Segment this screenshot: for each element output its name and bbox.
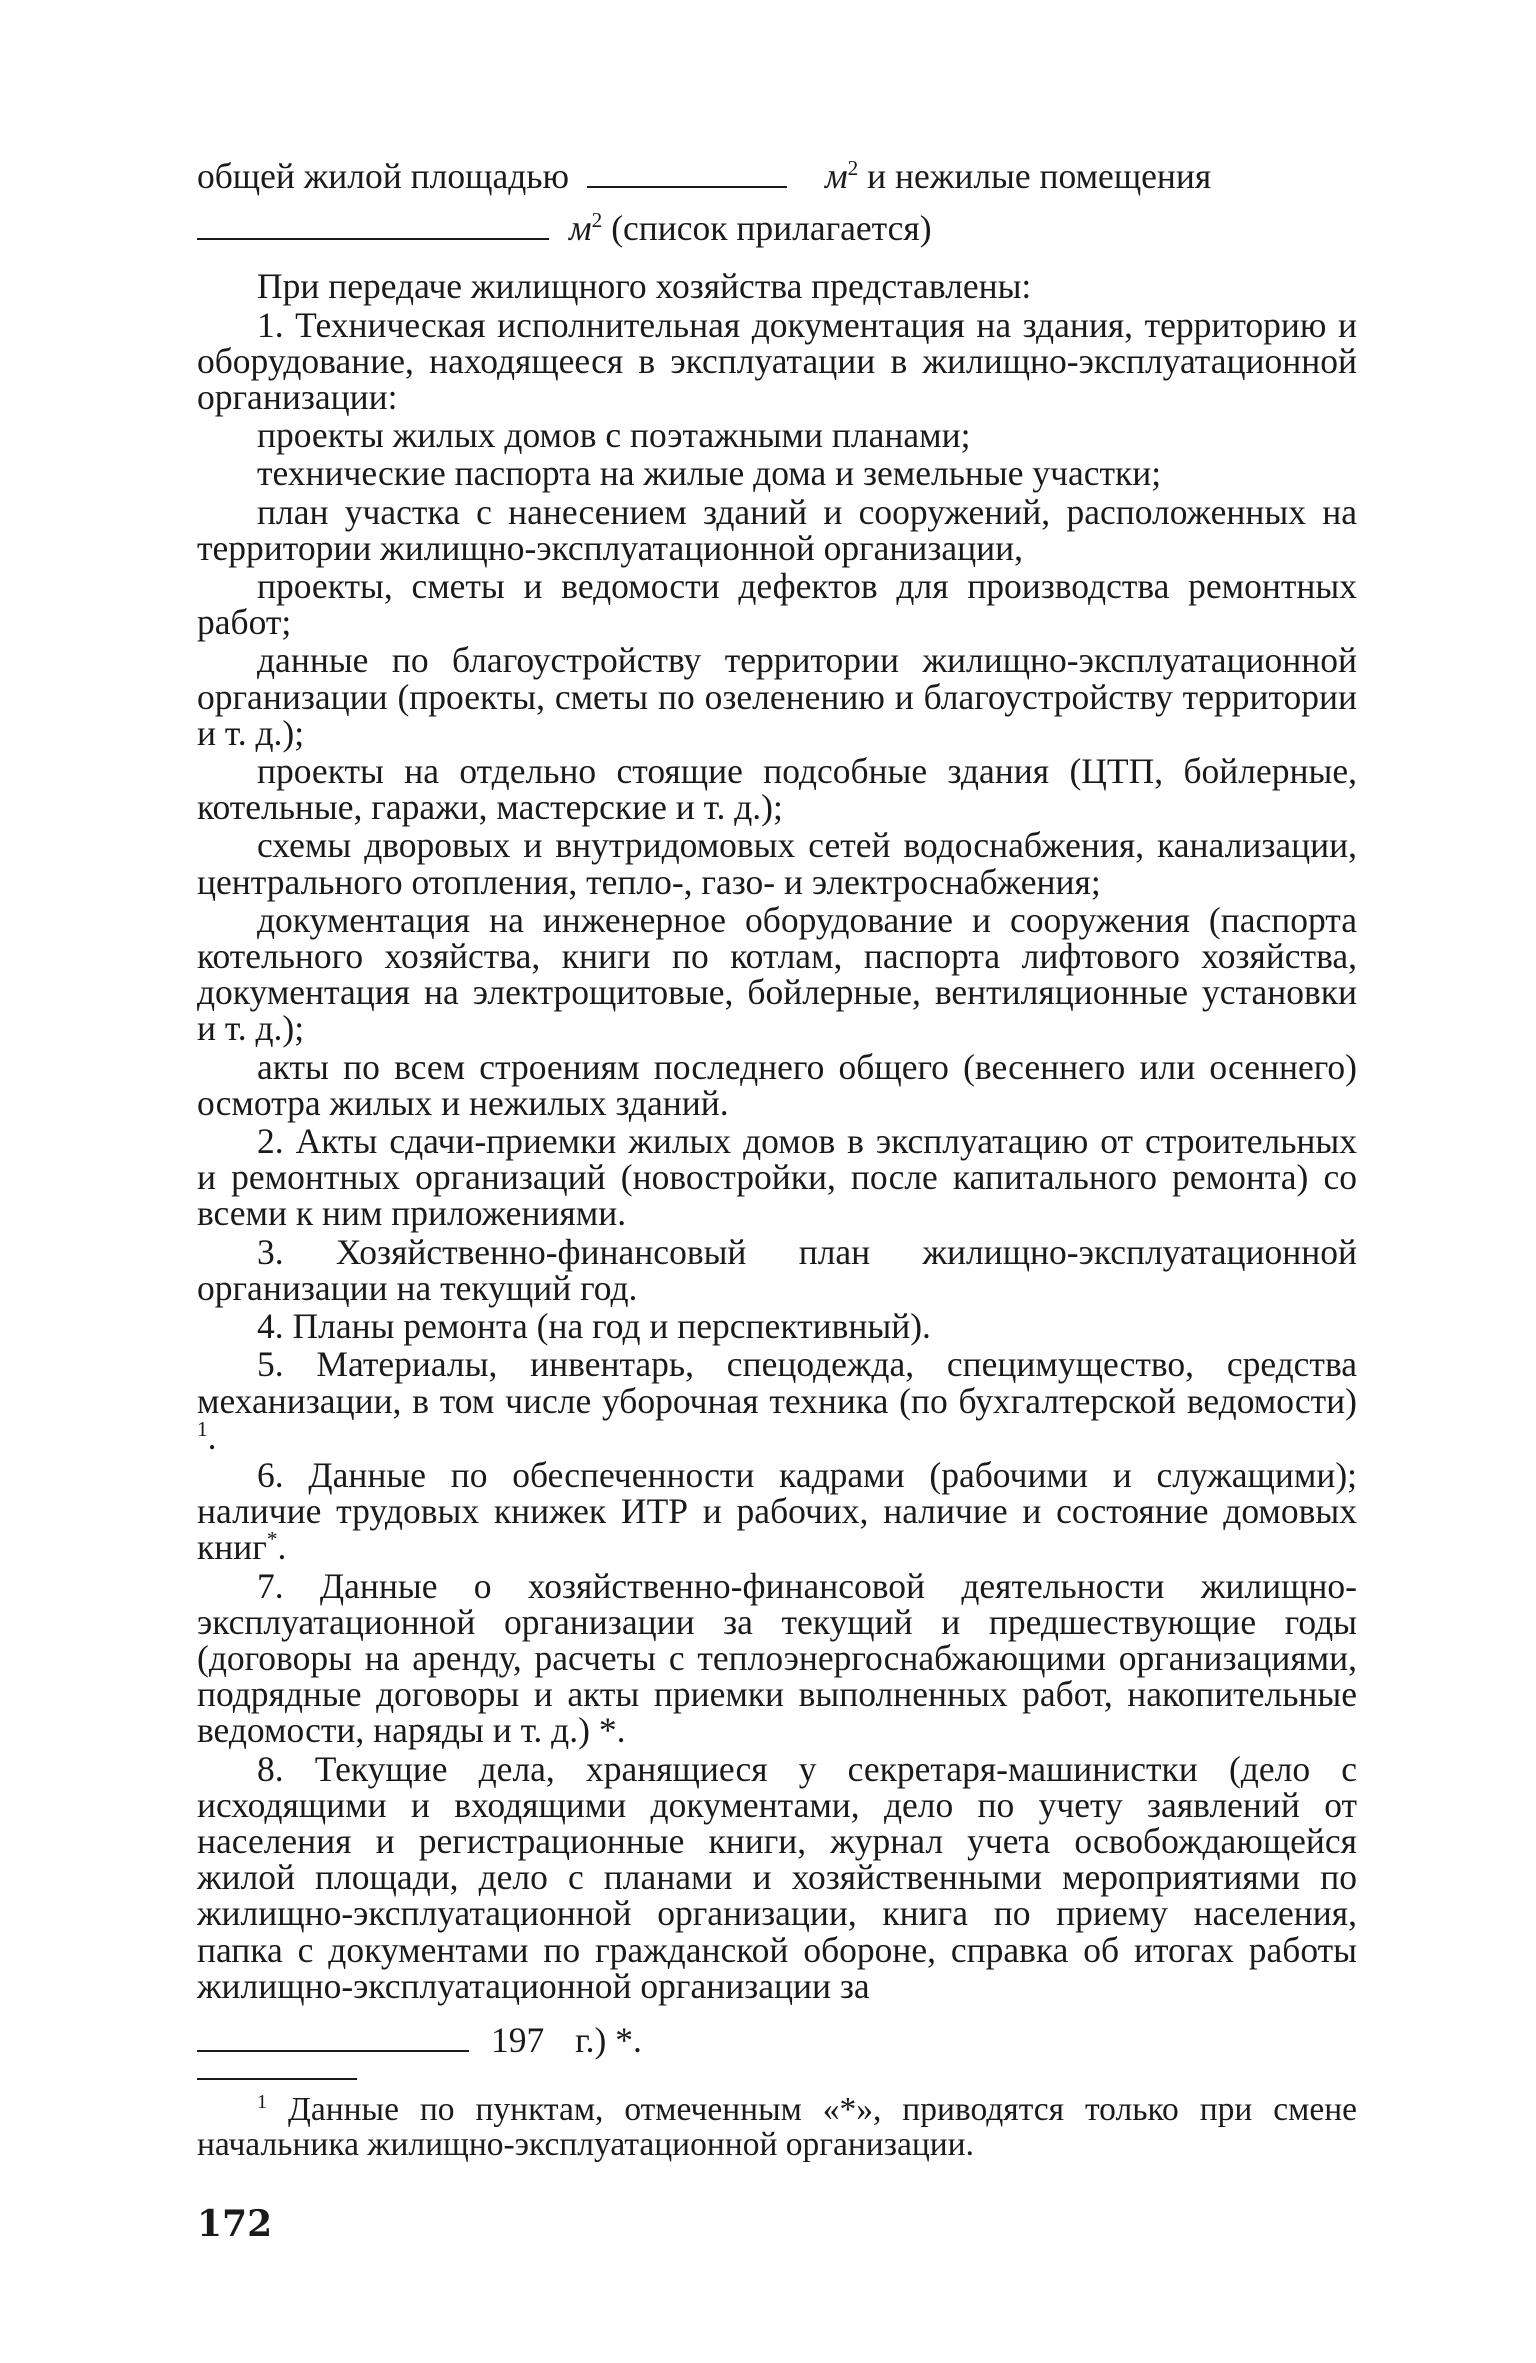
item-7-end: *. — [598, 1710, 626, 1751]
item-2: 2. Акты сдачи-приемки жилых домов в эксплуатацию от строительных и ремонтных организаций (новостройки, после капитального ремонта) со всеми к ним приложениями. — [197, 1121, 1357, 1234]
item-1-sub-2: технические паспорта на жилые дома и земельные участки; — [257, 453, 1162, 494]
year-prefix: 197 — [491, 2019, 545, 2060]
item-1-sub-4: проекты, сметы и ведомости дефектов для производства ремонтных работ; — [197, 566, 1357, 643]
item-6-text: 6. Данные по обеспеченности кадрами (рабочими и служащими); наличие трудовых книжек ИТР и рабочих, наличие и состояние домовых книг — [197, 1454, 1357, 1568]
item-6-end: . — [277, 1527, 287, 1568]
item-5-text: 5. Материалы, инвентарь, спецодежда, специмущество, средства механизации, в том числе уборочная техника (по бухгалтерской ведомости) — [197, 1344, 1357, 1421]
blank-field-nonresidential — [197, 237, 549, 240]
item-3: 3. Хозяйственно-финансовый план жилищно-эксплуатационной организации на текущий год. — [197, 1231, 1357, 1308]
page-number: 172 — [197, 2203, 273, 2246]
year-line — [197, 2019, 1357, 2060]
item-6 — [197, 1454, 1357, 1568]
unit-sup-2: 2 — [591, 208, 603, 233]
footnote — [197, 2092, 1357, 2162]
item-5-end: . — [207, 1416, 217, 1457]
header-line-1 — [197, 158, 1357, 194]
item-5 — [197, 1346, 1357, 1455]
item-1-sub-3: план участка с нанесением зданий и сооружений, расположенных на территории жилищно-эксплуатационной организации, — [197, 491, 1357, 568]
year-suffix: г.) *. — [575, 2019, 642, 2060]
unit-sqm-2: м — [569, 208, 592, 249]
intro-paragraph: При передаче жилищного хозяйства представлены: — [257, 266, 1032, 307]
item-7-text: 7. Данные о хозяйственно-финансовой деятельности жилищно-эксплуатационной организации за текущий и предшествующие годы (договоры на аренду, расчеты с теплоэнергоснабжающими организациями, подрядные договоры и акты приемки выполненных работ, накопительные ведомости, наряды и т. д.) — [197, 1565, 1357, 1751]
document-page — [197, 156, 1358, 2246]
blank-field-area — [587, 185, 787, 188]
item-4: 4. Планы ремонта (на год и перспективный). — [257, 1306, 931, 1347]
footnote-ref-1: 1 — [197, 1416, 208, 1441]
footnote-separator — [197, 2078, 357, 2080]
item-1-sub-6: проекты на отдельно стоящие подсобные здания (ЦТП, бойлерные, котельные, гаражи, мастерские и т. д.); — [197, 751, 1357, 828]
item-1-sub-7: схемы дворовых и внутридомовых сетей водоснабжения, канализации, центрального отопления, тепло-, газо- и электроснабжения; — [197, 825, 1357, 902]
header-text-2: и нежилые помещения — [867, 156, 1212, 196]
footnote-marker: 1 — [257, 2091, 268, 2113]
item-1-sub-5: данные по благоустройству территории жилищно-эксплуатационной организации (проекты, сметы по озеленению и благоустройству территории и т. д.); — [197, 640, 1357, 753]
item-1 — [197, 304, 1357, 418]
header-text-3: (список прилагается) — [611, 208, 932, 249]
footnote-text: Данные по пунктам, отмеченным «*», приводятся только при смене начальника жилищно-эксплуатационной организации. — [197, 2091, 1358, 2164]
blank-field-year — [197, 2049, 469, 2052]
unit-sup: 2 — [847, 156, 859, 181]
unit-sqm: м — [824, 156, 848, 196]
item-1-sub-9: акты по всем строениям последнего общего (весеннего или осеннего) осмотра жилых и нежилых зданий. — [197, 1046, 1357, 1123]
header-line-2 — [197, 208, 1357, 249]
item-7 — [197, 1565, 1357, 1751]
asterisk-mark-6: * — [266, 1527, 278, 1552]
item-1-sub-1: проекты жилых домов с поэтажными планами; — [257, 415, 971, 456]
item-1-sub-8: документация на инженерное оборудование и сооружения (паспорта котельного хозяйства, книги по котлам, паспорта лифтового хозяйства, документация на электрощитовые, бойлерные, вентиляционные установки и т. д.); — [197, 899, 1357, 1049]
item-1-text: 1. Техническая исполнительная документация на здания, территорию и оборудование, находящееся в эксплуатации в жилищно-эксплуатационной организации: — [197, 304, 1357, 418]
item-8: 8. Текущие дела, хранящиеся у секретаря-машинистки (дело с исходящими и входящими документами, дело по учету заявлений от населения и регистрационные книги, журнал учета освобождающейся жилой площади, дело с планами и хозяйственными мероприятиями по жилищно-эксплуатационной организации, книга по приему населения, папка с документами по гражданской обороне, справка об итогах работы жилищно-эксплуатационной организации за — [197, 1748, 1357, 2006]
header-text-1: общей жилой площадью — [197, 156, 569, 196]
